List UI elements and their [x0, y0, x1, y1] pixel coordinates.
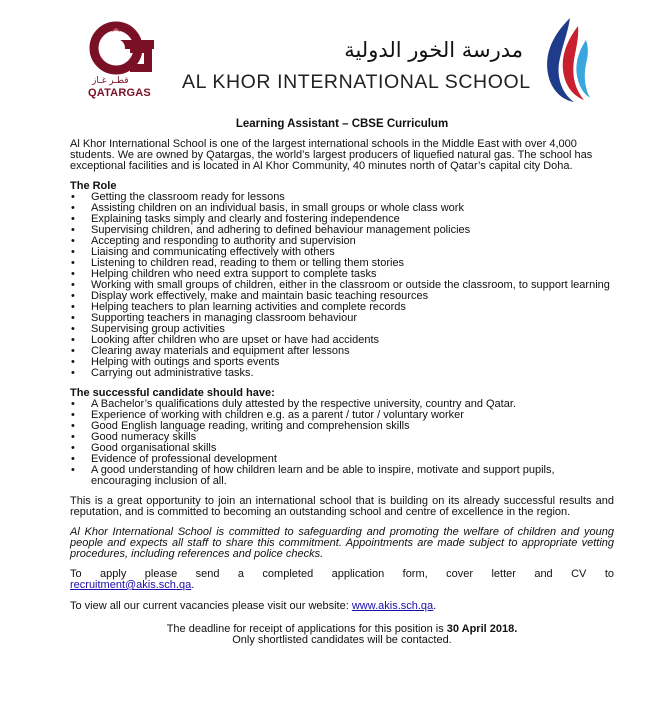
candidate-list — [70, 399, 614, 487]
list-item: • Good numeracy skills — [70, 432, 614, 443]
list-item: • Explaining tasks simply and clearly and fostering independence — [70, 214, 614, 225]
list-item: • Good English language reading, writing and comprehension skills — [70, 421, 614, 432]
list-item: • Helping children who need extra support to complete tasks — [70, 269, 614, 280]
list-item: • Carrying out administrative tasks. — [70, 368, 614, 379]
qatargas-name: QATARGAS — [88, 87, 151, 99]
vacancies-paragraph — [70, 601, 614, 612]
job-posting — [70, 119, 614, 646]
list-item: • Working with small groups of children, either in the classroom or outside the classroom, to support learning — [70, 280, 614, 291]
list-item: • A good understanding of how children learn and be able to inspire, motivate and support pupils, encouraging inclusion of all. — [70, 465, 614, 487]
school-logo — [534, 14, 596, 106]
list-item: • Helping with outings and sports events — [70, 357, 614, 368]
list-item: • Supervising group activities — [70, 324, 614, 335]
apply-email-link[interactable]: recruitment@akis.sch.qa — [70, 579, 192, 591]
school-name: AL KHOR INTERNATIONAL SCHOOL — [182, 71, 531, 93]
list-item: • Experience of working with children e.g. as a parent / tutor / voluntary worker — [70, 410, 614, 421]
safeguarding-paragraph: Al Khor International School is committed to safeguarding and promoting the welfare of children and young people and expects all staff to share this commitment. Appointments are made subject to appropriate vetting procedures, including references and police checks. — [70, 526, 614, 560]
list-item: • Liaising and communicating effectively with others — [70, 247, 614, 258]
list-item: • Listening to children read, reading to them or telling them stories — [70, 258, 614, 269]
letterhead — [0, 0, 654, 110]
list-item: • Display work effectively, make and maintain basic teaching resources — [70, 291, 614, 302]
list-item: • Good organisational skills — [70, 443, 614, 454]
role-heading: The Role — [70, 180, 117, 192]
list-item: • Assisting children on an individual basis, in small groups or whole class work — [70, 203, 614, 214]
qatargas-arabic-name: قطـر غـاز — [92, 76, 129, 86]
apply-text: To apply please send a completed application form, cover letter and CV to — [70, 568, 614, 580]
shortlist-note: Only shortlisted candidates will be contacted. — [232, 634, 452, 646]
website-link[interactable]: www.akis.sch.qa — [351, 600, 434, 612]
list-item: • Getting the classroom ready for lessons — [70, 192, 614, 203]
deadline-text: The deadline for receipt of applications for this position is — [166, 623, 447, 635]
list-item: • Helping teachers to plan learning activities and complete records — [70, 302, 614, 313]
job-title: Learning Assistant – CBSE Curriculum — [235, 118, 449, 130]
vacancies-text: To view all our current vacancies please visit our website: — [70, 600, 352, 612]
apply-paragraph — [70, 569, 614, 591]
list-item: • Evidence of professional development — [70, 454, 614, 465]
intro-paragraph: Al Khor International School is one of the largest international schools in the Middle East with over 4,000 students. We are owned by Qatargas, the world’s largest producers of liquefied natural gas. The school has exceptional facilities and is located in Al Khor Community, 40 minutes north of Qatar’s capital city Doha. — [70, 138, 593, 172]
list-item: • Looking after children who are upset or have had accidents — [70, 335, 614, 346]
vacancies-period: . — [433, 600, 437, 612]
list-item: • Clearing away materials and equipment after lessons — [70, 346, 614, 357]
role-list — [70, 192, 614, 379]
candidate-heading: The successful candidate should have: — [70, 387, 275, 399]
school-name-arabic: مدرسة الخور الدولية — [344, 38, 523, 62]
list-item: • A Bachelor’s qualifications duly attested by the respective university, country and Qatar. — [70, 399, 614, 410]
list-item: • Accepting and responding to authority and supervision — [70, 236, 614, 247]
list-item: • Supervising children, and adhering to defined behaviour management policies — [70, 225, 614, 236]
list-item: • Supporting teachers in managing classroom behaviour — [70, 313, 614, 324]
opportunity-paragraph: This is a great opportunity to join an international school that is building on its already successful results and reputation, and is committed to becoming an outstanding school and centre of excellence in the region. — [70, 495, 614, 518]
deadline-date: 30 April 2018. — [446, 623, 518, 635]
apply-period: . — [191, 579, 195, 591]
